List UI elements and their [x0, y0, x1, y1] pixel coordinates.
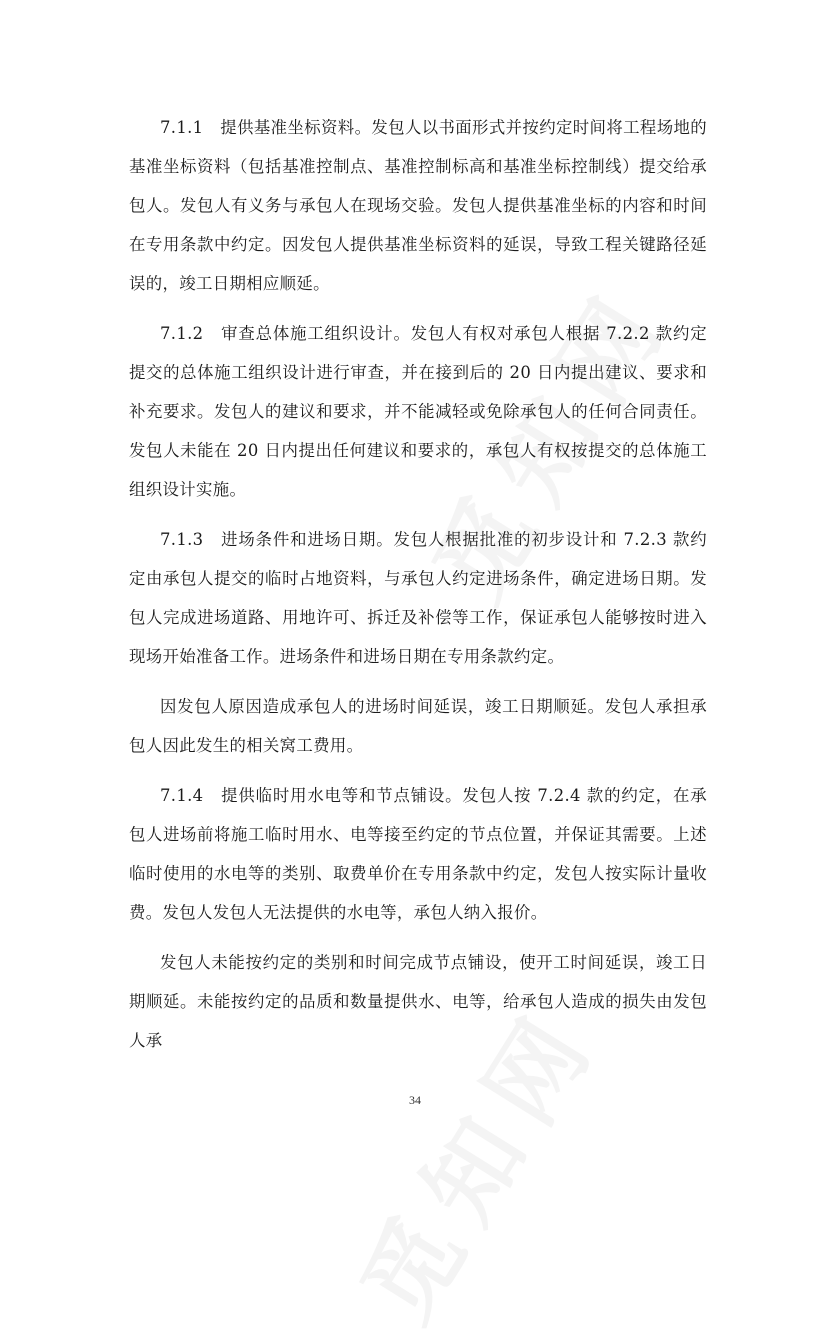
- paragraph-7-1-3: 7.1.3 进场条件和进场日期。发包人根据批准的初步设计和 7.2.3 款约定由承包人提交的临时占地资料，与承包人约定进场条件，确定进场日期。发包人完成进场道路、用地许可、拆迁及补偿等工作，保证承包人能够按时进入现场开始准备工作。进场条件和进场日期在专用条款约定。: [129, 530, 707, 666]
- paragraph-7-1-4: 7.1.4 提供临时用水电等和节点铺设。发包人按 7.2.4 款的约定，在承包人进场前将施工临时用水、电等接至约定的节点位置，并保证其需要。上述临时使用的水电等的类别、取费单价在专用条款中约定，发包人按实际计量收费。发包人发包人无法提供的水电等，承包人纳入报价。: [129, 786, 707, 922]
- paragraph-7-1-2: 7.1.2 审查总体施工组织设计。发包人有权对承包人根据 7.2.2 款约定提交的总体施工组织设计进行审查，并在接到后的 20 日内提出建议、要求和补充要求。发包人的建议和要求，并不能减轻或免除承包人的任何合同责任。发包人未能在 20 日内提出任何建议和要求的，承包人有权按提交的总体施工组织设计实施。: [129, 324, 707, 499]
- paragraph-delay: 因发包人原因造成承包人的进场时间延误，竣工日期顺延。发包人承担承包人因此发生的相关窝工费用。: [129, 697, 707, 755]
- page-number: 34: [409, 1093, 421, 1107]
- paragraph-7-1-1: 7.1.1 提供基准坐标资料。发包人以书面形式并按约定时间将工程场地的基准坐标资料（包括基准控制点、基准控制标高和基准坐标控制线）提交给承包人。发包人有义务与承包人在现场交验。发包人提供基准坐标的内容和时间在专用条款中约定。因发包人提供基准坐标资料的延误，导致工程关键路径延误的，竣工日期相应顺延。: [129, 118, 707, 293]
- body-text: [129, 108, 707, 1071]
- paragraph-utilities-delay: 发包人未能按约定的类别和时间完成节点铺设，使开工时间延误，竣工日期顺延。未能按约定的品质和数量提供水、电等，给承包人造成的损失由发包人承: [129, 953, 707, 1050]
